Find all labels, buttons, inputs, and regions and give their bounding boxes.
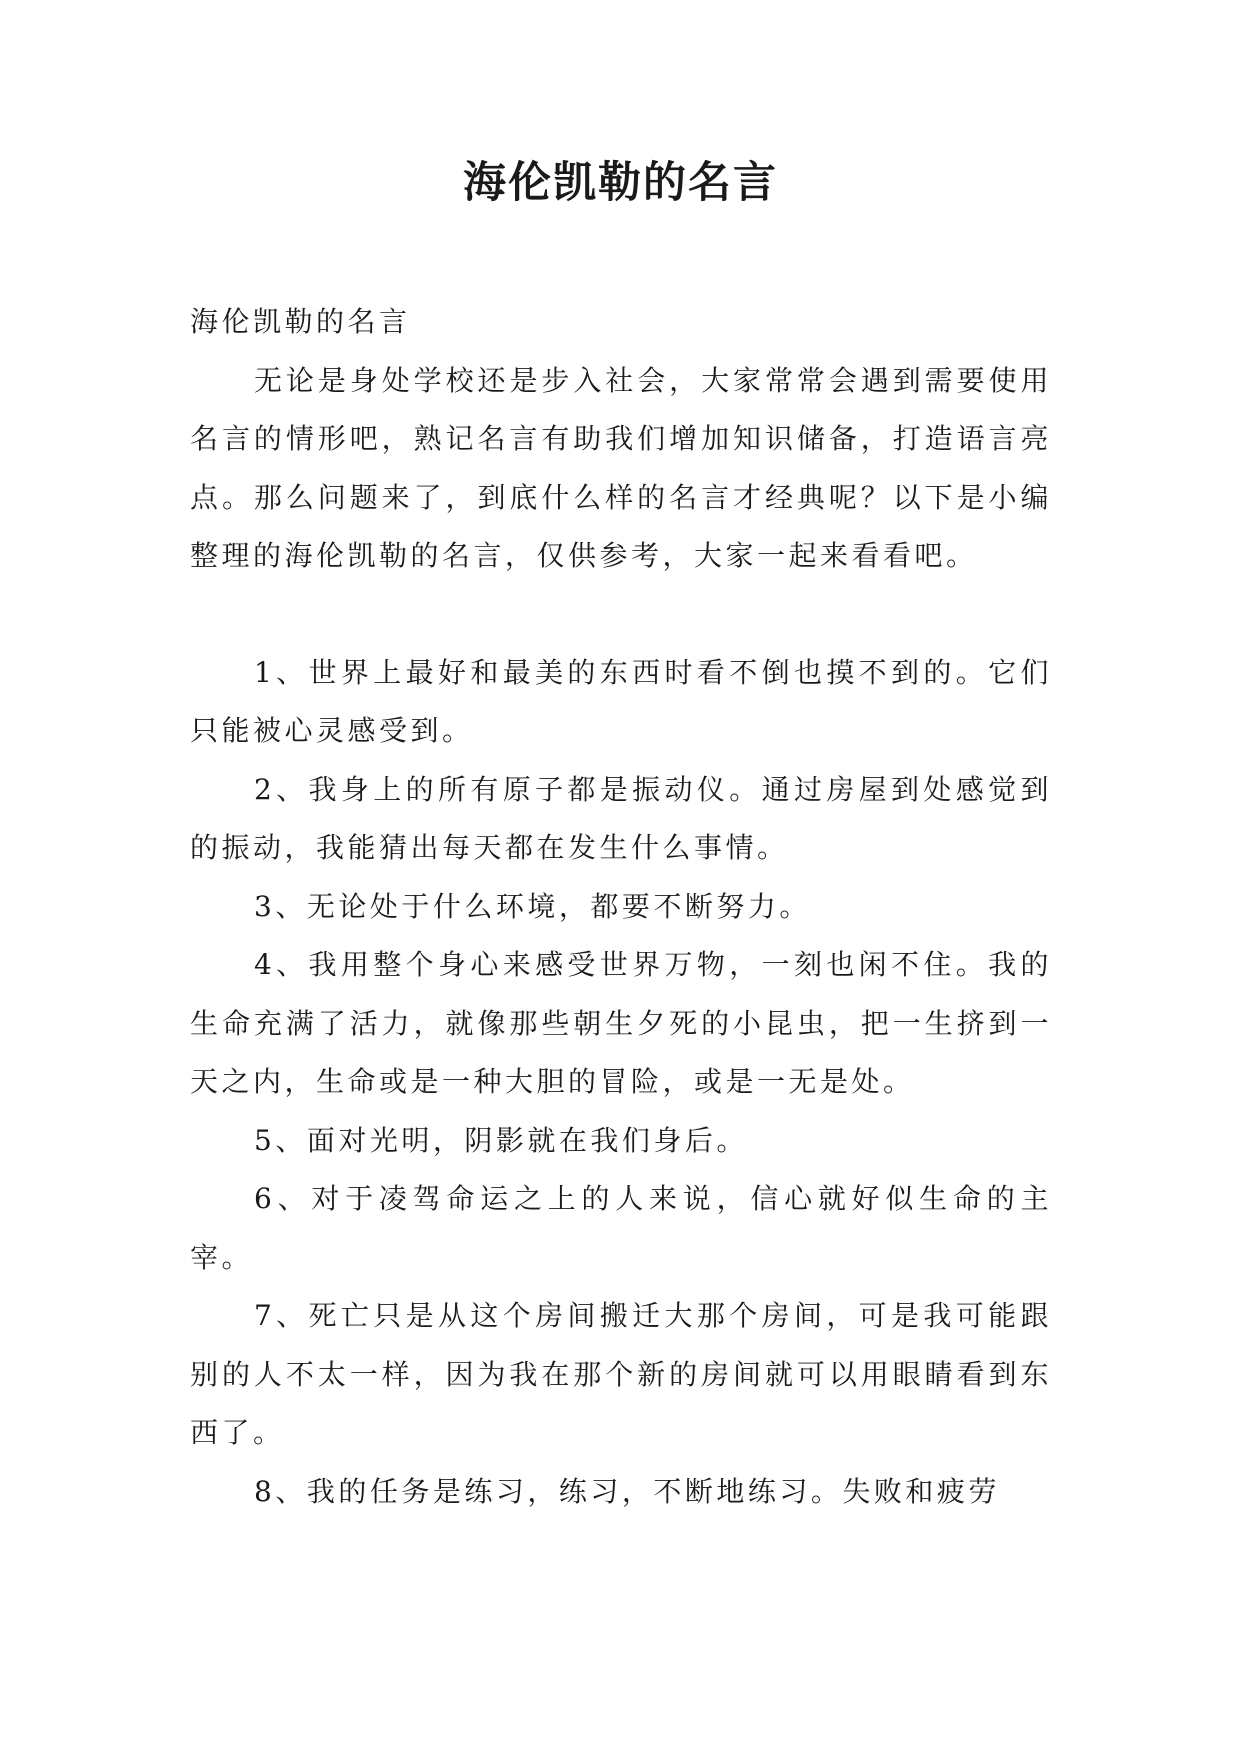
quote-item-1: 1、世界上最好和最美的东西时看不倒也摸不到的。它们只能被心灵感受到。 bbox=[190, 655, 1052, 747]
quote-item-5: 5、面对光明，阴影就在我们身后。 bbox=[254, 1123, 748, 1157]
section-heading: 海伦凯勒的名言 bbox=[190, 305, 411, 338]
quote-item-6: 6、对于凌驾命运之上的人来说，信心就好似生命的主宰。 bbox=[190, 1182, 1052, 1274]
paragraph-gap bbox=[190, 586, 1052, 644]
intro-paragraph: 无论是身处学校还是步入社会，大家常常会遇到需要使用名言的情形吧，熟记名言有助我们增加知识储备，打造语言亮点。那么问题来了，到底什么样的名言才经典呢？以下是小编整理的海伦凯勒的名言，仅供参考，大家一起来看看吧。 bbox=[190, 363, 1052, 572]
quote-item-8: 8、我的任务是练习，练习，不断地练习。失败和疲劳 bbox=[254, 1474, 1000, 1508]
quote-item-2: 2、我身上的所有原子都是振动仪。通过房屋到处感觉到的振动，我能猜出每天都在发生什么事情。 bbox=[190, 772, 1052, 864]
document-body bbox=[190, 293, 1052, 1521]
quote-item-4: 4、我用整个身心来感受世界万物，一刻也闲不住。我的生命充满了活力，就像那些朝生夕死的小昆虫，把一生挤到一天之内，生命或是一种大胆的冒险，或是一无是处。 bbox=[190, 948, 1052, 1098]
document-title: 海伦凯勒的名言 bbox=[463, 158, 778, 208]
quote-item-3: 3、无论处于什么环境，都要不断努力。 bbox=[254, 889, 811, 923]
quote-item-7: 7、死亡只是从这个房间搬迁大那个房间，可是我可能跟别的人不太一样，因为我在那个新的房间就可以用眼睛看到东西了。 bbox=[190, 1299, 1052, 1449]
